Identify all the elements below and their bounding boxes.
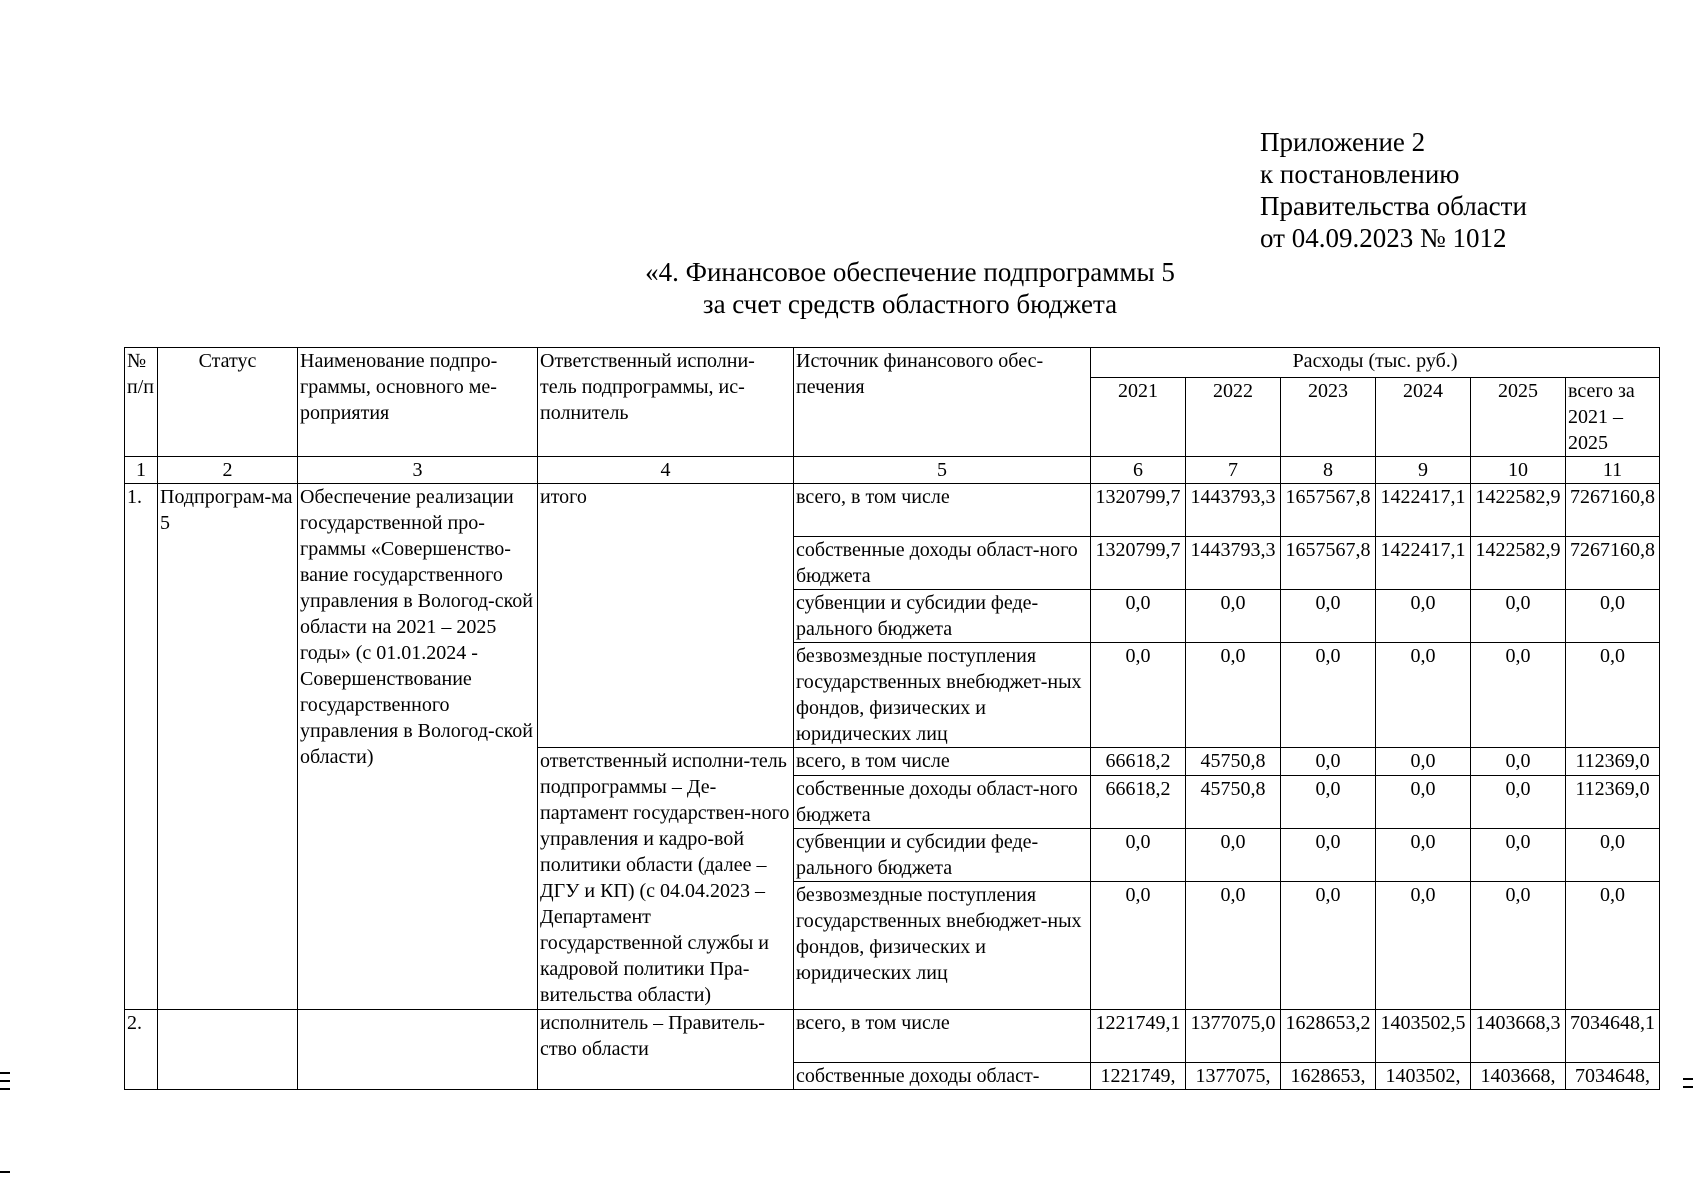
row2-name	[298, 1010, 538, 1090]
value-cell: 0,0	[1376, 882, 1471, 1010]
value-cell: 1320799,7	[1091, 484, 1186, 537]
value-cell: 0,0	[1281, 748, 1376, 776]
document-title	[480, 256, 1340, 320]
header-year-2025: 2025	[1471, 378, 1566, 457]
appendix-line-2: к постановлению	[1260, 159, 1460, 189]
value-cell: 1657567,8	[1281, 537, 1376, 590]
row1-name: Обеспечение реализации государственной про-граммы «Совершенство-вание государственного управления в Вологод-ской области на 2021 – 2025 годы» (с 01.01.2024 - Совершенствование государственного управления в Вологод-ской области)	[298, 484, 538, 1010]
value-cell: 1443793,3	[1186, 537, 1281, 590]
value-cell: 112369,0	[1566, 776, 1660, 829]
value-cell: 1657567,8	[1281, 484, 1376, 537]
row2-num: 2.	[125, 1010, 158, 1090]
finance-table	[124, 347, 1660, 1090]
colnum-cell: 4	[538, 457, 794, 484]
header-year-2024: 2024	[1376, 378, 1471, 457]
value-cell: 0,0	[1566, 590, 1660, 643]
value-cell: 1403668,	[1471, 1063, 1566, 1090]
source-cell: субвенции и субсидии феде-рального бюджета	[794, 829, 1091, 882]
value-cell: 66618,2	[1091, 748, 1186, 776]
row2-status	[158, 1010, 298, 1090]
colnum-cell: 2	[158, 457, 298, 484]
scan-edge-mark	[0, 1080, 10, 1082]
source-cell: всего, в том числе	[794, 484, 1091, 537]
appendix-line-4: от 04.09.2023 № 1012	[1260, 223, 1507, 253]
scan-edge-mark	[0, 1072, 10, 1074]
header-num: № п/п	[125, 348, 158, 457]
value-cell: 1422417,1	[1376, 537, 1471, 590]
source-cell: собственные доходы област-	[794, 1063, 1091, 1090]
value-cell: 0,0	[1186, 643, 1281, 748]
value-cell: 0,0	[1471, 882, 1566, 1010]
value-cell: 0,0	[1281, 776, 1376, 829]
value-cell: 0,0	[1376, 590, 1471, 643]
scan-edge-mark	[0, 1171, 10, 1173]
value-cell: 0,0	[1376, 643, 1471, 748]
source-cell: безвозмездные поступления государственных внебюджет-ных фондов, физических и юридических лиц	[794, 643, 1091, 748]
value-cell: 0,0	[1186, 590, 1281, 643]
value-cell: 0,0	[1186, 882, 1281, 1010]
value-cell: 0,0	[1281, 590, 1376, 643]
source-cell: субвенции и субсидии феде-рального бюджета	[794, 590, 1091, 643]
value-cell: 45750,8	[1186, 748, 1281, 776]
value-cell: 1403502,	[1376, 1063, 1471, 1090]
value-cell: 0,0	[1091, 829, 1186, 882]
scan-edge-mark	[0, 1088, 10, 1090]
scan-edge-mark	[1683, 1078, 1693, 1080]
value-cell: 1443793,3	[1186, 484, 1281, 537]
value-cell: 1422582,9	[1471, 537, 1566, 590]
value-cell: 0,0	[1471, 643, 1566, 748]
title-line-2: за счет средств областного бюджета	[702, 289, 1118, 319]
scan-edge-mark	[1683, 1086, 1693, 1088]
value-cell: 0,0	[1471, 748, 1566, 776]
value-cell: 1403502,5	[1376, 1010, 1471, 1063]
source-cell: всего, в том числе	[794, 748, 1091, 776]
value-cell: 0,0	[1471, 829, 1566, 882]
value-cell: 0,0	[1091, 590, 1186, 643]
appendix-block	[1260, 126, 1527, 254]
value-cell: 1403668,3	[1471, 1010, 1566, 1063]
value-cell: 1377075,0	[1186, 1010, 1281, 1063]
header-source: Источник финансового обес-печения	[794, 348, 1091, 457]
value-cell: 7267160,8	[1566, 537, 1660, 590]
value-cell: 66618,2	[1091, 776, 1186, 829]
value-cell: 112369,0	[1566, 748, 1660, 776]
value-cell: 1377075,	[1186, 1063, 1281, 1090]
title-line-1: «4. Финансовое обеспечение подпрограммы 5	[645, 257, 1175, 287]
colnum-cell: 6	[1091, 457, 1186, 484]
header-year-2022: 2022	[1186, 378, 1281, 457]
row1-executor-responsible: ответственный исполни-тель подпрограммы – Де-партамент государствен-ного управления и кадро-вой политики области (далее – ДГУ и КП) (с 04.04.2023 – Департамент государственной службы и кадровой политики Пра-вительства области)	[538, 748, 794, 1010]
header-status: Статус	[158, 348, 298, 457]
value-cell: 1221749,	[1091, 1063, 1186, 1090]
row1-executor-total: итого	[538, 484, 794, 748]
value-cell: 7034648,	[1566, 1063, 1660, 1090]
header-expenses: Расходы (тыс. руб.)	[1091, 348, 1660, 378]
value-cell: 0,0	[1376, 829, 1471, 882]
source-cell: собственные доходы област-ного бюджета	[794, 537, 1091, 590]
colnum-cell: 8	[1281, 457, 1376, 484]
value-cell: 7267160,8	[1566, 484, 1660, 537]
value-cell: 1422582,9	[1471, 484, 1566, 537]
colnum-cell: 7	[1186, 457, 1281, 484]
value-cell: 0,0	[1471, 590, 1566, 643]
value-cell: 7034648,1	[1566, 1010, 1660, 1063]
value-cell: 0,0	[1376, 776, 1471, 829]
appendix-line-1: Приложение 2	[1260, 127, 1426, 157]
value-cell: 0,0	[1281, 643, 1376, 748]
value-cell: 0,0	[1566, 829, 1660, 882]
value-cell: 0,0	[1186, 829, 1281, 882]
header-year-2023: 2023	[1281, 378, 1376, 457]
colnum-cell: 1	[125, 457, 158, 484]
appendix-line-3: Правительства области	[1260, 191, 1527, 221]
value-cell: 0,0	[1471, 776, 1566, 829]
value-cell: 0,0	[1091, 643, 1186, 748]
colnum-cell: 3	[298, 457, 538, 484]
value-cell: 0,0	[1566, 882, 1660, 1010]
row1-status: Подпрограм-ма 5	[158, 484, 298, 1010]
header-total: всего за 2021 – 2025	[1566, 378, 1660, 457]
row1-num: 1.	[125, 484, 158, 1010]
value-cell: 1221749,1	[1091, 1010, 1186, 1063]
colnum-cell: 5	[794, 457, 1091, 484]
colnum-cell: 11	[1566, 457, 1660, 484]
row2-executor: исполнитель – Правитель-ство области	[538, 1010, 794, 1090]
value-cell: 0,0	[1281, 882, 1376, 1010]
source-cell: безвозмездные поступления государственных внебюджет-ных фондов, физических и юридических лиц	[794, 882, 1091, 1010]
source-cell: собственные доходы област-ного бюджета	[794, 776, 1091, 829]
value-cell: 0,0	[1376, 748, 1471, 776]
value-cell: 1628653,	[1281, 1063, 1376, 1090]
value-cell: 1422417,1	[1376, 484, 1471, 537]
colnum-cell: 10	[1471, 457, 1566, 484]
value-cell: 0,0	[1566, 643, 1660, 748]
value-cell: 45750,8	[1186, 776, 1281, 829]
value-cell: 1320799,7	[1091, 537, 1186, 590]
source-cell: всего, в том числе	[794, 1010, 1091, 1063]
value-cell: 0,0	[1281, 829, 1376, 882]
value-cell: 1628653,2	[1281, 1010, 1376, 1063]
header-year-2021: 2021	[1091, 378, 1186, 457]
value-cell: 0,0	[1091, 882, 1186, 1010]
header-executor: Ответственный исполни-тель подпрограммы, ис-полнитель	[538, 348, 794, 457]
header-name: Наименование подпро-граммы, основного ме-роприятия	[298, 348, 538, 457]
colnum-cell: 9	[1376, 457, 1471, 484]
